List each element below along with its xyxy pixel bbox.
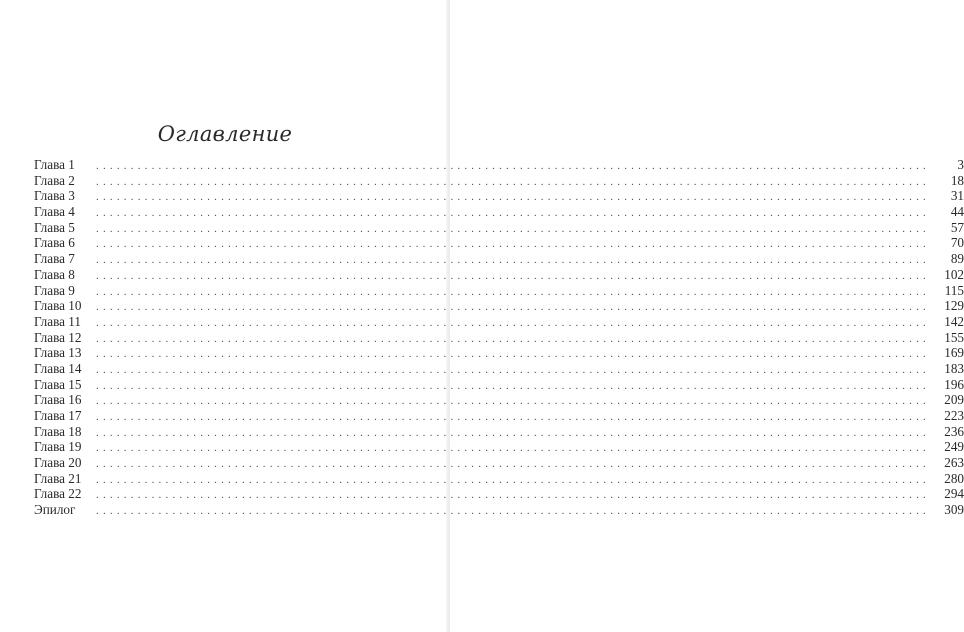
toc-entry-page-number: 294 <box>944 486 964 502</box>
toc-entry <box>34 455 964 471</box>
dot-leader: ........................................................................................................................ <box>96 332 930 345</box>
toc-entry <box>34 329 964 346</box>
toc-entry <box>34 439 964 455</box>
dot-leader: ........................................................................................................................ <box>96 160 930 172</box>
toc-entry-page-number: 169 <box>944 345 964 361</box>
dot-leader: ........................................................................................................................ <box>96 442 930 455</box>
toc-entry <box>34 188 964 204</box>
dot-leader: ........................................................................................................................ <box>96 254 930 267</box>
toc-entry <box>34 376 964 393</box>
toc-entry-page-number: 3 <box>957 157 964 172</box>
toc-entry-page-number: 142 <box>944 313 964 329</box>
toc-entry-page-number: 209 <box>944 392 964 408</box>
dot-leader: ........................................................................................................................ <box>96 395 930 408</box>
toc-entry-page-number: 155 <box>944 329 964 345</box>
toc-entry <box>34 313 964 330</box>
toc-entry-page-number: 31 <box>950 188 964 204</box>
dot-leader: ........................................................................................................................ <box>96 426 930 439</box>
toc-entry <box>34 502 964 518</box>
toc-entry-label: Глава 14 <box>34 360 82 376</box>
dot-leader: ........................................................................................................................ <box>96 269 930 282</box>
dot-leader: ........................................................................................................................ <box>96 285 930 298</box>
toc-entry <box>34 486 964 502</box>
dot-leader: ........................................................................................................................ <box>96 175 930 188</box>
toc-entry-label: Глава 6 <box>34 235 75 251</box>
dot-leader: ........................................................................................................................ <box>96 473 930 486</box>
toc-entry-label: Глава 18 <box>34 423 82 439</box>
toc-title: Оглавление <box>157 122 293 146</box>
toc-entry <box>34 172 964 189</box>
toc-entry-page-number: 183 <box>944 360 964 376</box>
toc-entry <box>34 266 964 283</box>
toc-entry-page-number: 309 <box>944 502 964 518</box>
toc-entry <box>34 282 964 299</box>
toc-entry-page-number: 236 <box>944 423 964 439</box>
dot-leader: ........................................................................................................................ <box>96 489 930 502</box>
toc-entry-page-number: 44 <box>950 204 964 220</box>
toc-entry-page-number: 196 <box>944 376 964 392</box>
toc-entry-label: Глава 12 <box>34 329 82 345</box>
toc-entry-label: Глава 20 <box>34 455 82 471</box>
toc-entry-page-number: 263 <box>944 455 964 471</box>
toc-entry-label: Глава 7 <box>34 251 75 267</box>
toc-entry <box>34 408 964 424</box>
toc-entry-page-number: 115 <box>944 282 964 298</box>
dot-leader: ........................................................................................................................ <box>96 363 930 376</box>
toc-entry-label: Глава 8 <box>34 266 75 282</box>
toc-entry-label: Глава 13 <box>34 345 82 361</box>
toc-entry-page-number: 223 <box>944 408 964 423</box>
toc-entry-label: Глава 4 <box>34 204 75 220</box>
dot-leader: ........................................................................................................................ <box>96 505 930 518</box>
dot-leader: ........................................................................................................................ <box>96 316 930 329</box>
toc-entry <box>34 470 964 487</box>
toc-entry <box>34 157 964 173</box>
toc-entry <box>34 298 964 314</box>
toc-entry-label: Глава 1 <box>34 157 75 172</box>
toc-entry-label: Глава 17 <box>34 408 82 423</box>
toc-entry-page-number: 89 <box>950 251 964 267</box>
toc-entry-label: Глава 2 <box>34 172 75 188</box>
toc-entry <box>34 219 964 236</box>
toc-entry-label: Глава 15 <box>34 376 82 392</box>
toc-entry-page-number: 102 <box>944 266 964 282</box>
toc-entry-page-number: 280 <box>944 470 964 486</box>
toc-list <box>34 157 964 518</box>
toc-entry-label: Глава 9 <box>34 282 75 298</box>
toc-entry-page-number: 70 <box>950 235 964 251</box>
dot-leader: ........................................................................................................................ <box>96 411 930 423</box>
toc-entry <box>34 423 964 440</box>
toc-entry <box>34 235 964 251</box>
dot-leader: ........................................................................................................................ <box>96 207 930 220</box>
toc-entry-label: Глава 19 <box>34 439 82 455</box>
dot-leader: ........................................................................................................................ <box>96 191 930 204</box>
toc-entry-label: Эпилог <box>34 502 76 518</box>
dot-leader: ........................................................................................................................ <box>96 348 930 361</box>
toc-entry <box>34 345 964 361</box>
toc-entry <box>34 204 964 220</box>
toc-entry-label: Глава 16 <box>34 392 82 408</box>
dot-leader: ........................................................................................................................ <box>96 379 930 392</box>
toc-entry-label: Глава 11 <box>34 313 81 329</box>
toc-entry-page-number: 18 <box>950 172 964 188</box>
toc-entry-page-number: 129 <box>944 298 964 314</box>
toc-entry-label: Глава 10 <box>34 298 82 314</box>
toc-entry-label: Глава 21 <box>34 470 82 486</box>
toc-entry-page-number: 249 <box>944 439 964 455</box>
toc-entry-page-number: 57 <box>950 219 964 235</box>
dot-leader: ........................................................................................................................ <box>96 458 930 471</box>
dot-leader: ........................................................................................................................ <box>96 301 930 314</box>
dot-leader: ........................................................................................................................ <box>96 238 930 251</box>
toc-entry <box>34 360 964 377</box>
toc-entry-label: Глава 5 <box>34 219 75 235</box>
dot-leader: ........................................................................................................................ <box>96 222 930 235</box>
toc-entry-label: Глава 3 <box>34 188 75 204</box>
toc-entry <box>34 392 964 408</box>
toc-entry <box>34 251 964 267</box>
toc-entry-label: Глава 22 <box>34 486 82 502</box>
